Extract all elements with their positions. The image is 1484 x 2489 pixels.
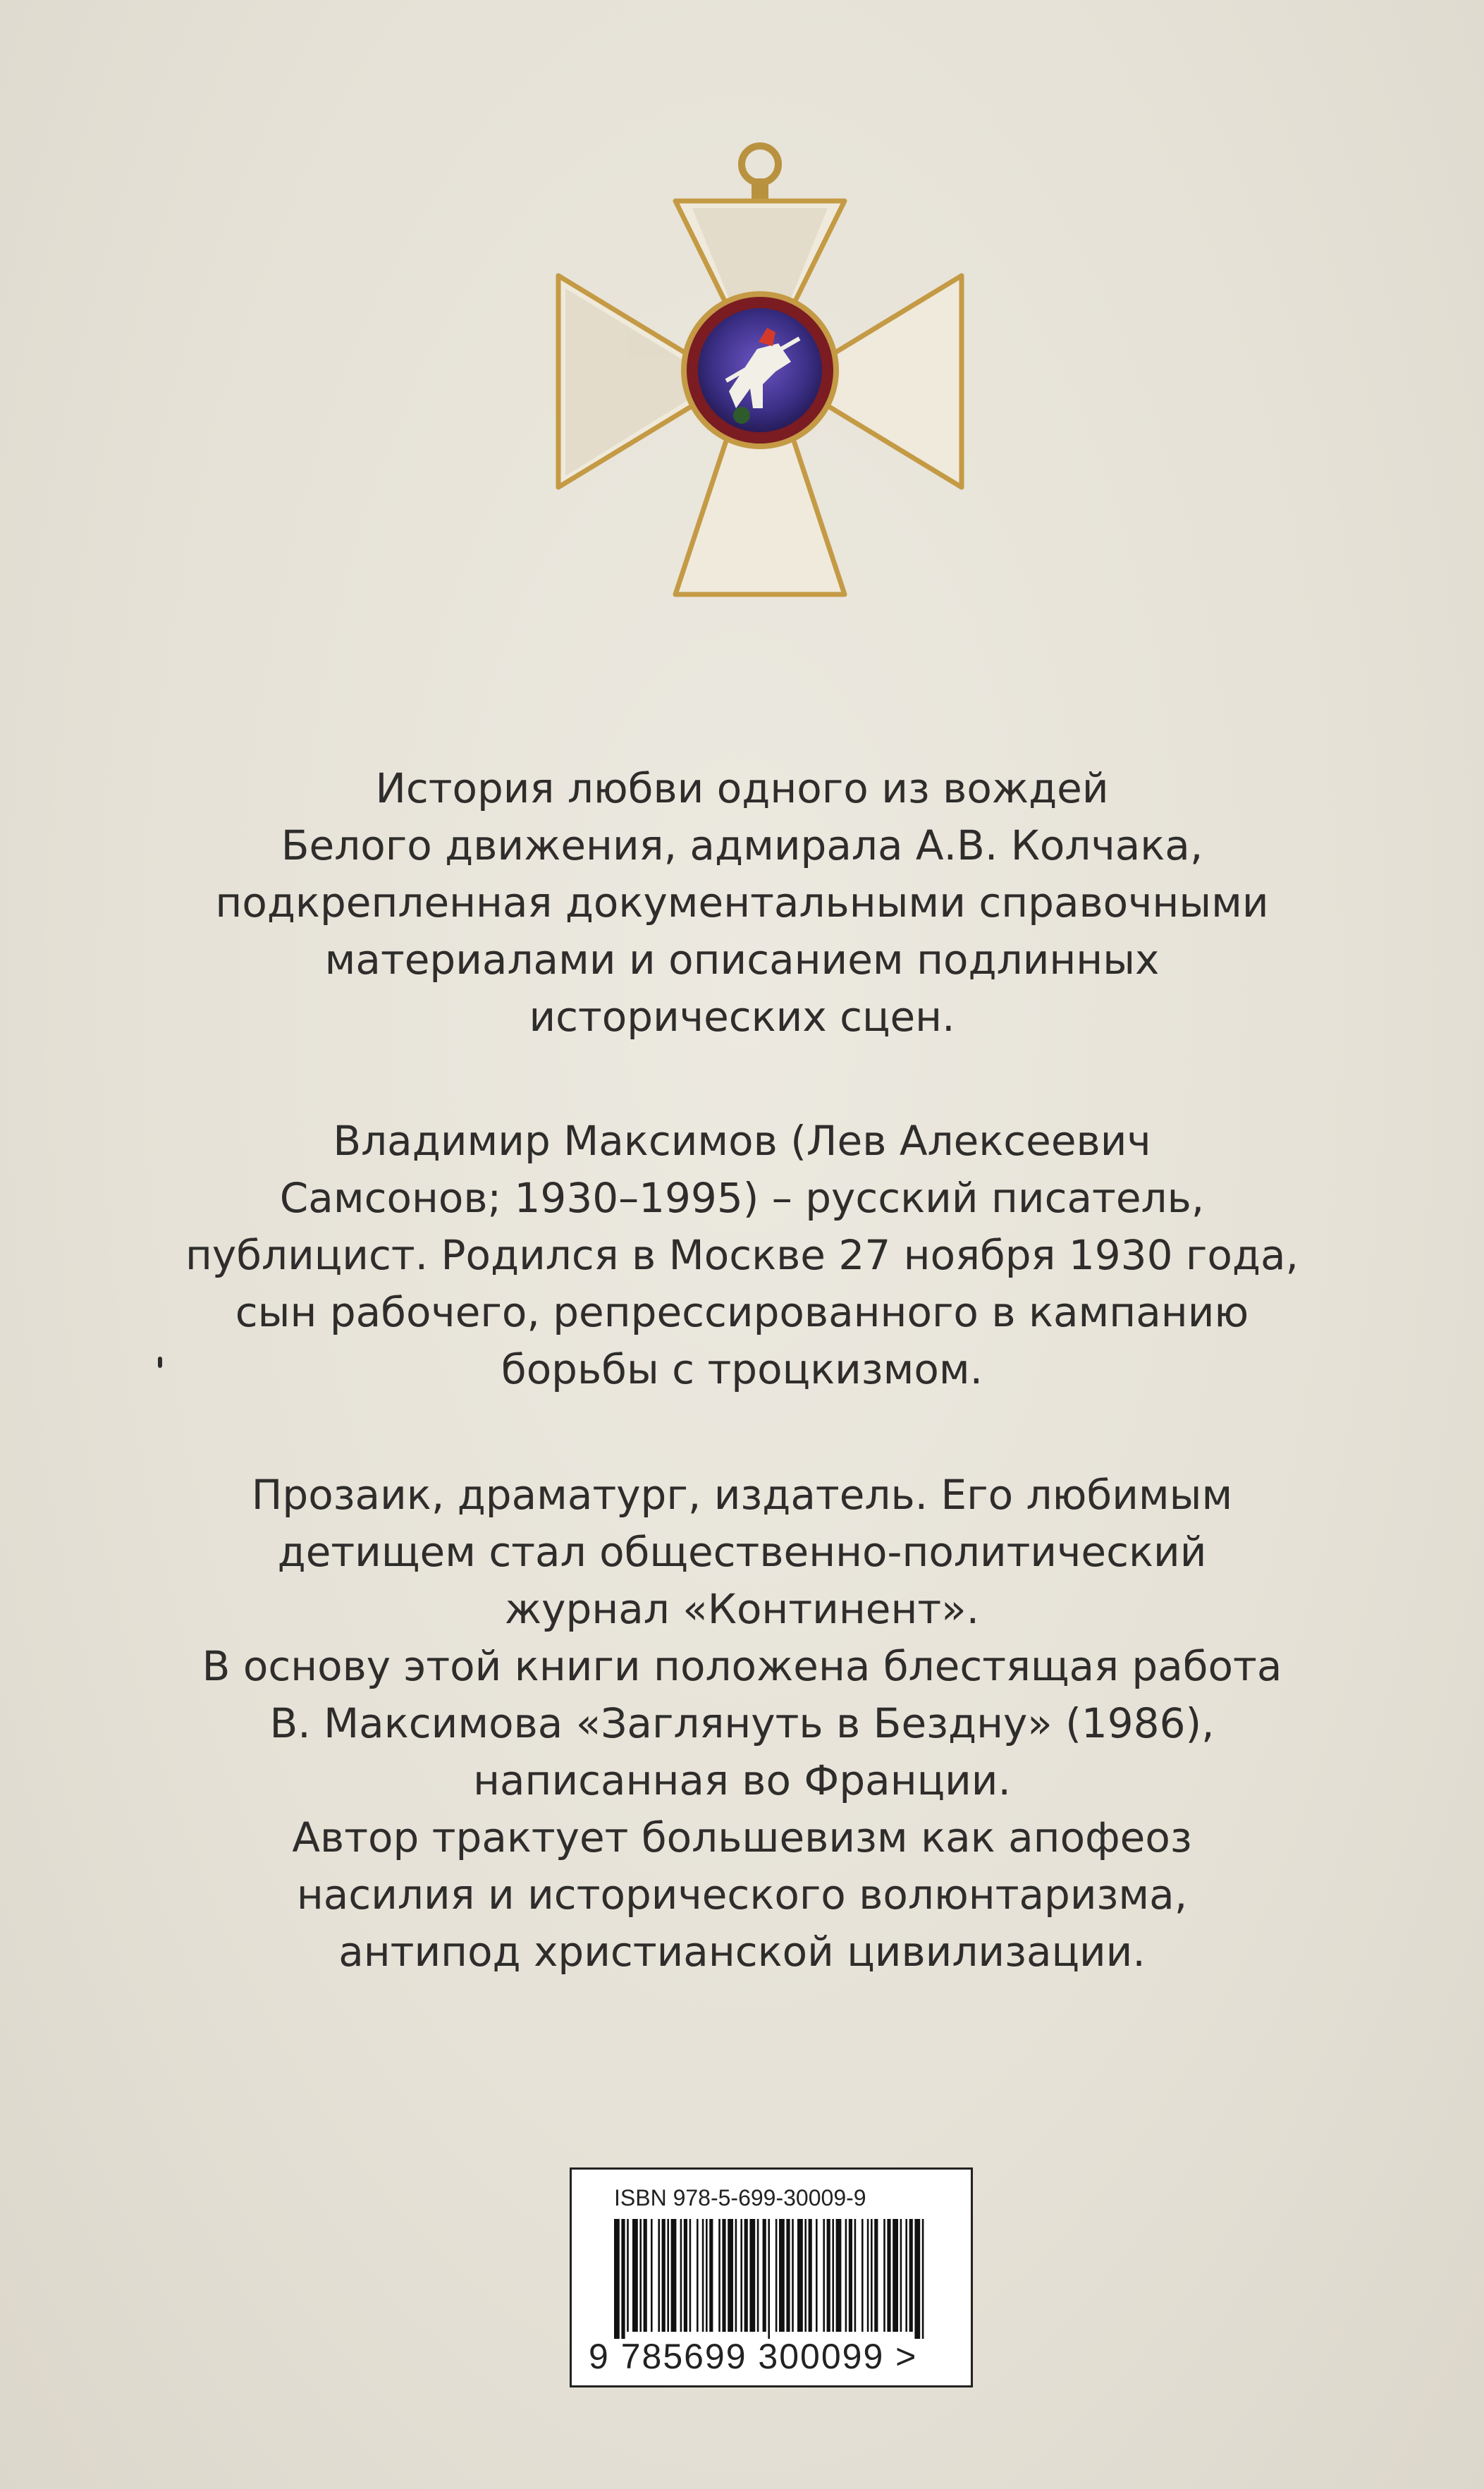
blurb-line: подкрепленная документальными справочными xyxy=(215,879,1269,927)
barcode-bar xyxy=(671,2219,677,2332)
barcode-bar xyxy=(644,2219,647,2332)
barcode-bar xyxy=(706,2219,708,2332)
barcode-bar xyxy=(809,2219,812,2332)
book-description-paragraph xyxy=(106,1467,1378,1981)
barcode-bar xyxy=(836,2219,842,2332)
barcode-bar xyxy=(922,2219,924,2339)
barcode-bar xyxy=(722,2219,725,2332)
barcode-bar xyxy=(632,2219,638,2332)
blurb-line: Белого движения, адмирала А.В. Колчака, xyxy=(281,821,1203,869)
barcode-bar xyxy=(689,2219,692,2332)
barcode-bar xyxy=(744,2219,748,2332)
blurb-line: Автор трактует большевизм как апофеоз xyxy=(292,1814,1192,1861)
barcode-bar xyxy=(887,2219,890,2332)
blurb-line: написанная во Франции. xyxy=(473,1756,1011,1804)
barcode-bar xyxy=(867,2219,869,2332)
barcode-bar xyxy=(849,2219,852,2332)
barcode-bar xyxy=(909,2219,913,2332)
blurb-line: сын рабочего, репрессированного в кампанию xyxy=(235,1288,1249,1336)
barcode-bar xyxy=(845,2219,847,2332)
blurb-line: антипод христианской цивилизации. xyxy=(338,1928,1146,1976)
print-speck xyxy=(158,1357,162,1368)
barcode-bar xyxy=(816,2219,818,2332)
barcode-bar xyxy=(861,2219,864,2332)
barcode-bars xyxy=(614,2219,924,2339)
barcode-bar xyxy=(728,2219,733,2332)
barcode-bar xyxy=(651,2219,653,2332)
barcode-bar xyxy=(627,2219,629,2332)
barcode-bar xyxy=(667,2219,669,2332)
barcode-bar xyxy=(871,2219,873,2332)
barcode-bar xyxy=(900,2219,902,2332)
barcode-bar xyxy=(893,2219,898,2332)
blurb-line: Прозаик, драматург, издатель. Его любимым xyxy=(251,1471,1233,1519)
barcode-bar xyxy=(775,2219,778,2332)
barcode-bar xyxy=(797,2219,803,2332)
blurb-line: исторических сцен. xyxy=(529,993,955,1041)
isbn-barcode xyxy=(570,2167,973,2387)
barcode-bar xyxy=(883,2219,885,2332)
barcode-bar xyxy=(735,2219,737,2332)
barcode-bar xyxy=(614,2219,620,2339)
barcode-bar xyxy=(763,2219,766,2332)
blurb-line: В. Максимова «Заглянуть в Бездну» (1986), xyxy=(269,1699,1215,1747)
blurb-line: борьбы с троцкизмом. xyxy=(501,1345,983,1393)
isbn-label: ISBN 978-5-699-30009-9 xyxy=(614,2185,866,2210)
blurb-line: детищем стал общественно-политический xyxy=(277,1528,1207,1576)
barcode-bar xyxy=(658,2219,660,2332)
barcode-bar xyxy=(757,2219,759,2332)
barcode-bar xyxy=(639,2219,642,2332)
barcode-bar xyxy=(786,2219,790,2332)
blurb-paragraph-1 xyxy=(106,760,1378,1046)
barcode-digits: 9 785699 300099 > xyxy=(589,2337,918,2376)
barcode-bar xyxy=(804,2219,807,2332)
blurb-line: публицист. Родился в Москве 27 ноября 1930 года, xyxy=(185,1231,1299,1279)
st-george-cross-medal xyxy=(551,137,967,603)
author-bio-paragraph xyxy=(106,1113,1378,1398)
barcode-bar xyxy=(832,2219,834,2332)
barcode-bar xyxy=(749,2219,755,2332)
barcode-bar xyxy=(718,2219,720,2332)
barcode-bar xyxy=(792,2219,794,2332)
blurb-line: журнал «Континент». xyxy=(504,1585,980,1633)
barcode-bar xyxy=(779,2219,785,2332)
barcode-bar xyxy=(680,2219,682,2332)
blurb-line: История любви одного из вождей xyxy=(375,764,1109,812)
barcode-bar xyxy=(662,2219,666,2332)
barcode-bar xyxy=(702,2219,704,2332)
barcode-bar xyxy=(740,2219,742,2332)
barcode-bar xyxy=(854,2219,857,2332)
barcode-bar xyxy=(823,2219,825,2332)
barcode-bar xyxy=(914,2219,920,2339)
blurb-line: насилия и исторического волюнтаризма, xyxy=(296,1871,1188,1919)
barcode-bar xyxy=(684,2219,687,2332)
barcode-bar xyxy=(621,2219,625,2339)
blurb-line: В основу этой книги положена блестящая работа xyxy=(202,1642,1282,1690)
blurb-line: Владимир Максимов (Лев Алексеевич xyxy=(333,1117,1151,1165)
barcode-bar xyxy=(709,2219,713,2332)
barcode-bar xyxy=(697,2219,699,2332)
blurb-line: материалами и описанием подлинных xyxy=(324,936,1160,984)
blurb-line: Самсонов; 1930–1995) – русский писатель, xyxy=(279,1174,1205,1222)
barcode-bar xyxy=(768,2219,770,2339)
barcode-bar xyxy=(827,2219,830,2332)
barcode-bar xyxy=(905,2219,907,2332)
barcode-bar xyxy=(874,2219,878,2332)
